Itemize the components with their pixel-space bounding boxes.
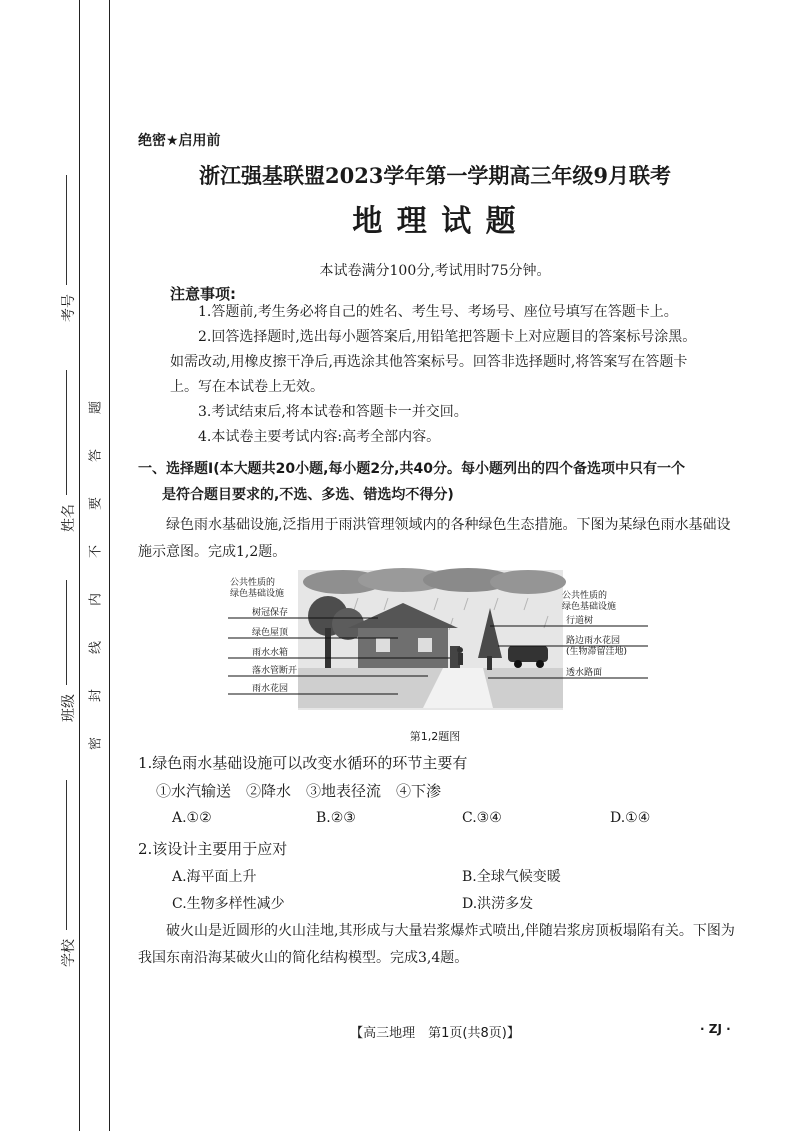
- q2-option-c[interactable]: C.生物多样性减少: [172, 896, 285, 912]
- q2-stem: 2.该设计主要用于应对: [138, 840, 288, 858]
- figure-label-permeable-pavement: 透水路面: [566, 668, 603, 678]
- section1-heading: [138, 456, 738, 508]
- q1-option-b[interactable]: B.②③: [316, 810, 356, 826]
- q2-option-b[interactable]: B.全球气候变暖: [462, 869, 561, 885]
- person-icon: [458, 653, 463, 665]
- page-footer: 【高三地理 第1页(共8页)】: [350, 1026, 520, 1041]
- q1-option-d[interactable]: D.①④: [610, 810, 651, 826]
- note-item: 3.考试结束后,将本试卷和答题卡一并交回。: [198, 404, 468, 420]
- figure-left-title-2: 绿色基础设施: [230, 589, 285, 599]
- section1-intro: 绿色雨水基础设施,泛指用于雨洪管理领域内的各种绿色生态措施。下图为某绿色雨水基础设施示意图。完成1,2题。: [138, 517, 731, 560]
- binding-line-outer: [79, 0, 80, 1131]
- exam-title: 浙江强基联盟2023学年第一学期高三年级9月联考: [198, 163, 672, 188]
- field-name-line[interactable]: [66, 370, 67, 495]
- footer-code: · ZJ ·: [700, 1022, 731, 1036]
- binding-line-inner: [109, 0, 110, 1131]
- seal-char: 封: [88, 689, 104, 703]
- note-item: 4.本试卷主要考试内容:高考全部内容。: [198, 429, 441, 445]
- seal-char: 内: [88, 593, 104, 607]
- field-class: 班级: [61, 694, 77, 722]
- seal-char: 密: [88, 737, 104, 751]
- note-item: 2.回答选择题时,选出每小题答案后,用铅笔把答题卡上对应题目的答案标号涂黑。如需改动,用橡皮擦干净后,再选涂其他答案标号。回答非选择题时,将答案写在答题卡上。写在本试卷上无效。: [170, 329, 697, 395]
- q1-option-c[interactable]: C.③④: [462, 810, 502, 826]
- q2-option-d[interactable]: D.洪涝多发: [462, 896, 534, 912]
- figure-right-title-2: 绿色基础设施: [562, 602, 617, 612]
- figure-label-rain-barrel: 雨水水箱: [252, 648, 289, 658]
- field-school: 学校: [61, 939, 77, 967]
- cloud-icon: [490, 570, 566, 594]
- field-school-line[interactable]: [66, 780, 67, 930]
- house-window: [418, 638, 432, 652]
- figure-label-rain-garden: 雨水花园: [252, 684, 289, 694]
- figure-left-title-1: 公共性质的: [230, 578, 276, 588]
- figure-label-canopy: 树冠保存: [252, 608, 289, 618]
- figure-right-title-1: 公共性质的: [562, 591, 608, 601]
- car-wheel: [514, 660, 522, 668]
- car-wheel: [536, 660, 544, 668]
- stormwater-figure: [228, 568, 648, 720]
- figure-label-downspout: 落水管断开: [252, 666, 298, 676]
- q1-stem: 1.绿色雨水基础设施可以改变水循环的环节主要有: [138, 754, 468, 772]
- field-exam-number-line[interactable]: [66, 175, 67, 285]
- secret-label: 绝密★启用前: [138, 133, 221, 149]
- q1-items: ①水汽输送 ②降水 ③地表径流 ④下渗: [156, 782, 442, 800]
- field-class-line[interactable]: [66, 580, 67, 685]
- seal-char: 题: [88, 401, 104, 415]
- notes-list: [170, 300, 710, 450]
- figure-caption: 第1,2题图: [409, 730, 461, 743]
- q1-option-a[interactable]: A.①②: [172, 810, 212, 826]
- tree-trunk: [325, 628, 331, 668]
- figure-label-green-roof: 绿色屋顶: [252, 628, 289, 638]
- house-icon: [358, 628, 448, 668]
- field-name: 姓名: [61, 504, 77, 532]
- tree-trunk: [487, 656, 492, 670]
- seal-char: 要: [88, 497, 104, 511]
- score-info: 本试卷满分100分,考试用时75分钟。: [319, 263, 551, 279]
- section1-heading-line1: 一、选择题Ⅰ(本大题共20小题,每小题2分,共40分。每小题列出的四个备选项中只有一个: [138, 461, 685, 477]
- q2-option-a[interactable]: A.海平面上升: [172, 869, 257, 885]
- figure-label-roadside-garden: 路边雨水花园: [566, 636, 621, 646]
- field-exam-number: 考号: [61, 294, 77, 322]
- notes-heading: 注意事项:: [170, 285, 236, 303]
- house-window: [376, 638, 390, 652]
- seal-char: 不: [88, 545, 104, 559]
- figure-label-bioswale: (生物滞留洼地): [566, 647, 628, 657]
- seal-char: 答: [88, 449, 104, 463]
- section1-heading-line2: 是符合题目要求的,不选、多选、错选均不得分): [162, 487, 454, 503]
- figure-label-street-tree: 行道树: [566, 616, 594, 626]
- car-icon: [508, 646, 548, 662]
- subject-title: 地 理 试 题: [352, 204, 518, 239]
- note-item: 1.答题前,考生务必将自己的姓名、考生号、考场号、座位号填写在答题卡上。: [198, 304, 678, 320]
- q3-intro: 破火山是近圆形的火山洼地,其形成与大量岩浆爆炸式喷出,伴随岩浆房顶板塌陷有关。下图为我国东南沿海某破火山的简化结构模型。完成3,4题。: [138, 923, 735, 966]
- seal-char: 线: [88, 641, 104, 655]
- person-icon: [457, 647, 463, 653]
- stormwater-diagram: [228, 568, 648, 720]
